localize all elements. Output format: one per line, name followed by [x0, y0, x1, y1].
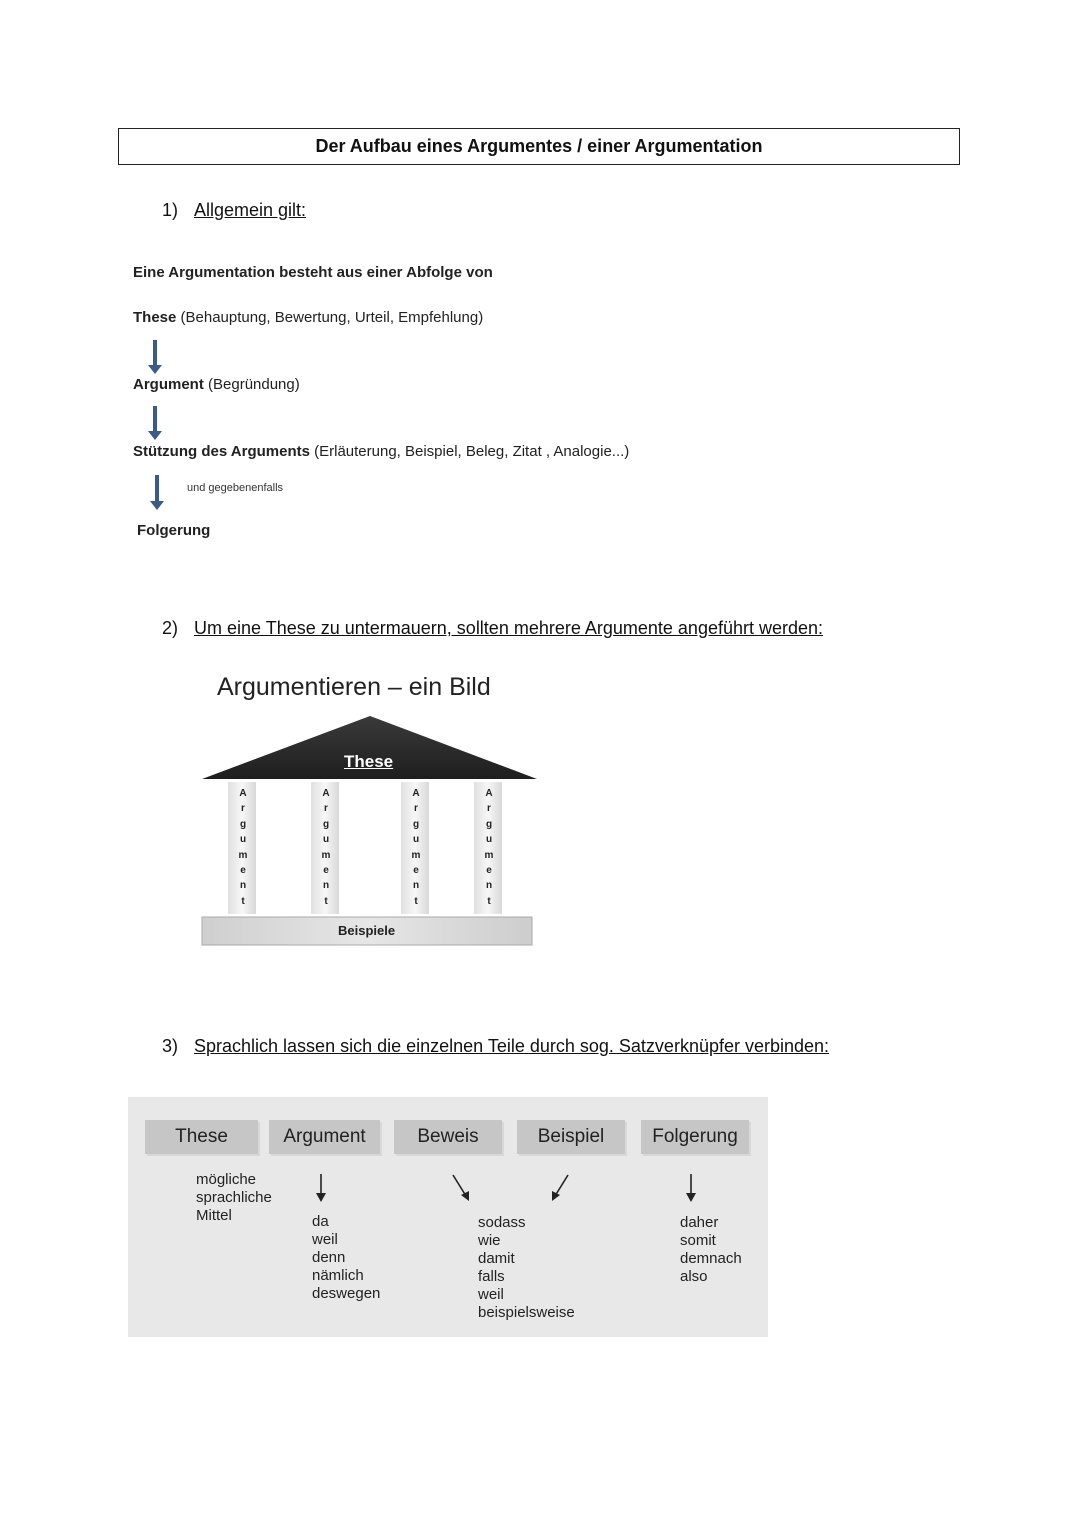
section3-number: 3) [162, 1036, 179, 1056]
pillar-letter: g [239, 818, 247, 830]
pillar-letter: n [412, 880, 420, 892]
arrow-down-right-icon [450, 1173, 472, 1203]
pillar-letter: t [414, 895, 418, 907]
arrow-down-left-icon [549, 1173, 571, 1203]
step-these-detail: (Behauptung, Bewertung, Urteil, Empfehlung) [176, 309, 484, 326]
pillar-letter: u [485, 834, 493, 846]
connector-word: beispielsweise [478, 1304, 575, 1321]
connector-word: also [680, 1268, 708, 1285]
pillar-letter: t [324, 895, 328, 907]
header-argument: Argument [269, 1120, 380, 1154]
connector-table [128, 1097, 768, 1337]
pillar-letter: m [411, 849, 421, 861]
pillar-letter: e [323, 865, 329, 877]
roof-label: These [344, 752, 394, 771]
pillar-letter: u [412, 834, 420, 846]
section2-heading [162, 618, 823, 639]
step-argument [133, 376, 300, 393]
header-beweis: Beweis [394, 1120, 502, 1154]
page-title-text: Der Aufbau eines Argumentes / einer Argumentation [315, 136, 763, 156]
section2-heading-text: Um eine These zu untermauern, sollten mehrere Argumente angeführt werden: [194, 618, 824, 638]
header-these: These [145, 1120, 258, 1154]
beweis-beispiel-words [478, 1214, 575, 1322]
arrow-down-icon [153, 340, 157, 366]
arrow-down-icon [153, 406, 157, 432]
pillar-letter: m [321, 849, 331, 861]
pillar-letter: A [412, 788, 420, 799]
pillar-letter: e [486, 865, 492, 877]
pillar-letter: t [241, 895, 245, 907]
argument-words [312, 1213, 380, 1303]
step-folgerung: Folgerung [137, 522, 211, 539]
pillar-label [236, 786, 250, 909]
connector-word: nämlich [312, 1267, 364, 1284]
pillar-letter: u [239, 834, 247, 846]
folgerung-words [680, 1214, 742, 1286]
pillar-letter: A [485, 788, 493, 799]
connector-word: falls [478, 1268, 505, 1285]
connector-word: demnach [680, 1250, 742, 1267]
means-label-line: mögliche [196, 1171, 257, 1188]
arrow-down-icon [313, 1173, 329, 1203]
pillar-letter: n [485, 880, 493, 892]
argumentation-intro: Eine Argumentation besteht aus einer Abfolge von [133, 264, 493, 281]
step-these [133, 309, 483, 326]
pillar-letter: r [414, 803, 418, 815]
connector-word: damit [478, 1250, 515, 1267]
step-stuetzung [133, 443, 629, 460]
page-title [118, 128, 960, 165]
pillar-letter: t [487, 895, 491, 907]
section1-heading [162, 200, 306, 221]
connector-word: daher [680, 1214, 719, 1231]
pillar-letter: g [485, 818, 493, 830]
pillar-label [482, 786, 496, 909]
connector-word: weil [312, 1231, 338, 1248]
step-these-term: These [133, 309, 177, 326]
pillar-letter: g [412, 818, 420, 830]
step-stuetzung-detail: (Erläuterung, Beispiel, Beleg, Zitat , Analogie...) [309, 443, 630, 460]
means-label-line: sprachliche [196, 1189, 272, 1206]
pillar-letter: e [240, 865, 246, 877]
section2-number: 2) [162, 618, 179, 638]
section1-heading-text: Allgemein gilt: [194, 200, 307, 220]
pillar-letter: r [487, 803, 491, 815]
step-argument-term: Argument [133, 376, 204, 393]
connector-word: da [312, 1213, 329, 1230]
section3-heading-text: Sprachlich lassen sich die einzelnen Teile durch sog. Satzverknüpfer verbinden: [194, 1036, 830, 1056]
bild-title: Argumentieren – ein Bild [217, 673, 491, 701]
means-label-line: Mittel [196, 1207, 232, 1224]
pillar-letter: n [322, 880, 330, 892]
step-argument-detail: (Begründung) [203, 376, 300, 393]
connector-word: sodass [478, 1214, 526, 1231]
base-label: Beispiele [338, 923, 396, 938]
optional-note: und gegebenenfalls [187, 482, 284, 494]
pillar-letter: u [322, 834, 330, 846]
pillar-letter: A [239, 788, 247, 799]
connector-word: weil [478, 1286, 504, 1303]
pillar-letter: g [322, 818, 330, 830]
header-folgerung: Folgerung [641, 1120, 749, 1154]
pillar-letter: A [322, 788, 330, 799]
pillar-letter: m [238, 849, 248, 861]
pillar-label [409, 786, 423, 909]
pillar-letter: e [413, 865, 419, 877]
arrow-down-icon [683, 1173, 699, 1203]
pillar-letter: n [239, 880, 247, 892]
connector-word: wie [478, 1232, 501, 1249]
connector-word: somit [680, 1232, 716, 1249]
pillar-letter: m [484, 849, 494, 861]
header-beispiel: Beispiel [517, 1120, 625, 1154]
connector-word: denn [312, 1249, 346, 1266]
pillar-letter: r [324, 803, 328, 815]
section3-heading [162, 1036, 829, 1057]
means-label [196, 1171, 272, 1225]
step-stuetzung-term: Stützung des Arguments [133, 443, 310, 460]
arrow-down-icon [155, 475, 159, 502]
pillar-label [319, 786, 333, 909]
connector-word: deswegen [312, 1285, 381, 1302]
section1-number: 1) [162, 200, 179, 220]
pillar-letter: r [241, 803, 245, 815]
